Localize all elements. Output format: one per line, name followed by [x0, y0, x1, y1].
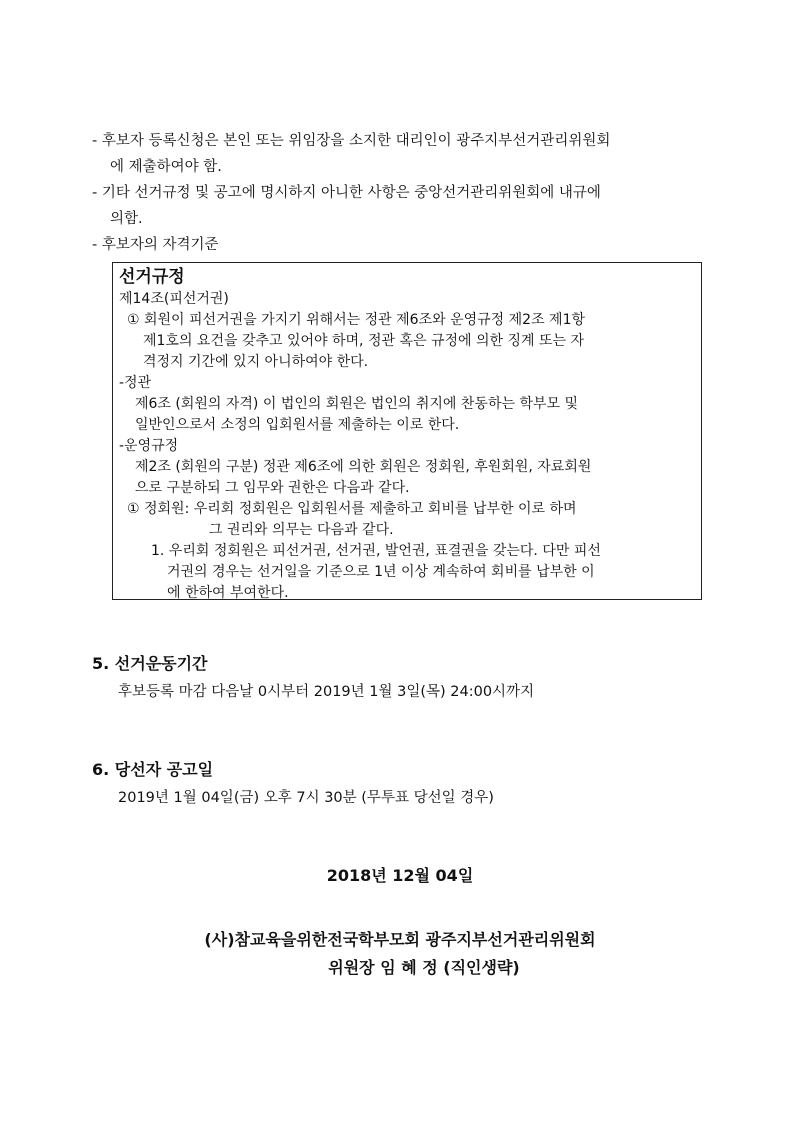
- box-title: 선거규정: [119, 267, 185, 287]
- signer-name: 위원장 임 혜 정 (직인생략): [328, 958, 520, 977]
- election-rules-box: [112, 262, 702, 600]
- article-14-heading: 제14조(피선거권): [119, 291, 229, 307]
- item-1-line-2: 거권의 경우는 선거일을 기준으로 1년 이상 계속하여 회비를 납부한 이: [167, 564, 595, 580]
- section-5-body: 후보등록 마감 다음날 0시부터 2019년 1월 3일(목) 24:00시까지: [118, 684, 535, 700]
- operating-rules-line-2: 으로 구분하되 그 임무와 권한은 다음과 같다.: [135, 480, 410, 496]
- section-5-heading: 5. 선거운동기간: [92, 654, 208, 673]
- intro-item-2-line-1: - 기타 선거규정 및 공고에 명시하지 아니한 사항은 중앙선거관리위원회에 내규에: [92, 185, 601, 201]
- operating-rules-heading: -운영규정: [119, 438, 179, 454]
- regular-member-line-1: ① 정회원: 우리회 정회원은 입회원서를 제출하고 회비를 납부한 이로 하며: [127, 501, 577, 517]
- item-1-line-1: 1. 우리회 정회원은 피선거권, 선거권, 발언권, 표결권을 갖는다. 다만 피선: [151, 543, 601, 559]
- intro-item-1-line-1: - 후보자 등록신청은 본인 또는 위임장을 소지한 대리인이 광주지부선거관리위원회: [92, 133, 611, 149]
- section-6-body: 2019년 1월 04일(금) 오후 7시 30분 (무투표 당선일 경우): [118, 790, 494, 806]
- section-6-heading: 6. 당선자 공고일: [92, 760, 214, 779]
- intro-item-3: - 후보자의 자격기준: [92, 237, 219, 253]
- charter-heading: -정관: [119, 375, 152, 391]
- organization-name: (사)참교육을위한전국학부모회 광주지부선거관리위원회: [204, 930, 596, 949]
- charter-line-1: 제6조 (회원의 자격) 이 법인의 회원은 법인의 취지에 찬동하는 학부모 및: [135, 396, 579, 412]
- intro-item-2-line-2: 의함.: [110, 211, 143, 227]
- clause-1-line-1: ① 회원이 피선거권을 가지기 위해서는 정관 제6조와 운영규정 제2조 제1항: [127, 312, 585, 328]
- intro-item-1-line-2: 에 제출하여야 함.: [110, 159, 222, 175]
- charter-line-2: 일반인으로서 소정의 입회원서를 제출하는 이로 한다.: [135, 417, 460, 433]
- notice-date: 2018년 12월 04일: [326, 866, 474, 885]
- operating-rules-line-1: 제2조 (회원의 구분) 정관 제6조에 의한 회원은 정회원, 후원회원, 자료회원: [135, 459, 592, 475]
- regular-member-line-2: 그 권리와 의무는 다음과 같다.: [209, 522, 394, 538]
- clause-1-line-2: 제1호의 요건을 갖추고 있어야 하며, 정관 혹은 규정에 의한 징계 또는 자: [143, 333, 584, 349]
- item-1-line-3: 에 한하여 부여한다.: [167, 585, 289, 601]
- clause-1-line-3: 격정지 기간에 있지 아니하여야 한다.: [143, 354, 369, 370]
